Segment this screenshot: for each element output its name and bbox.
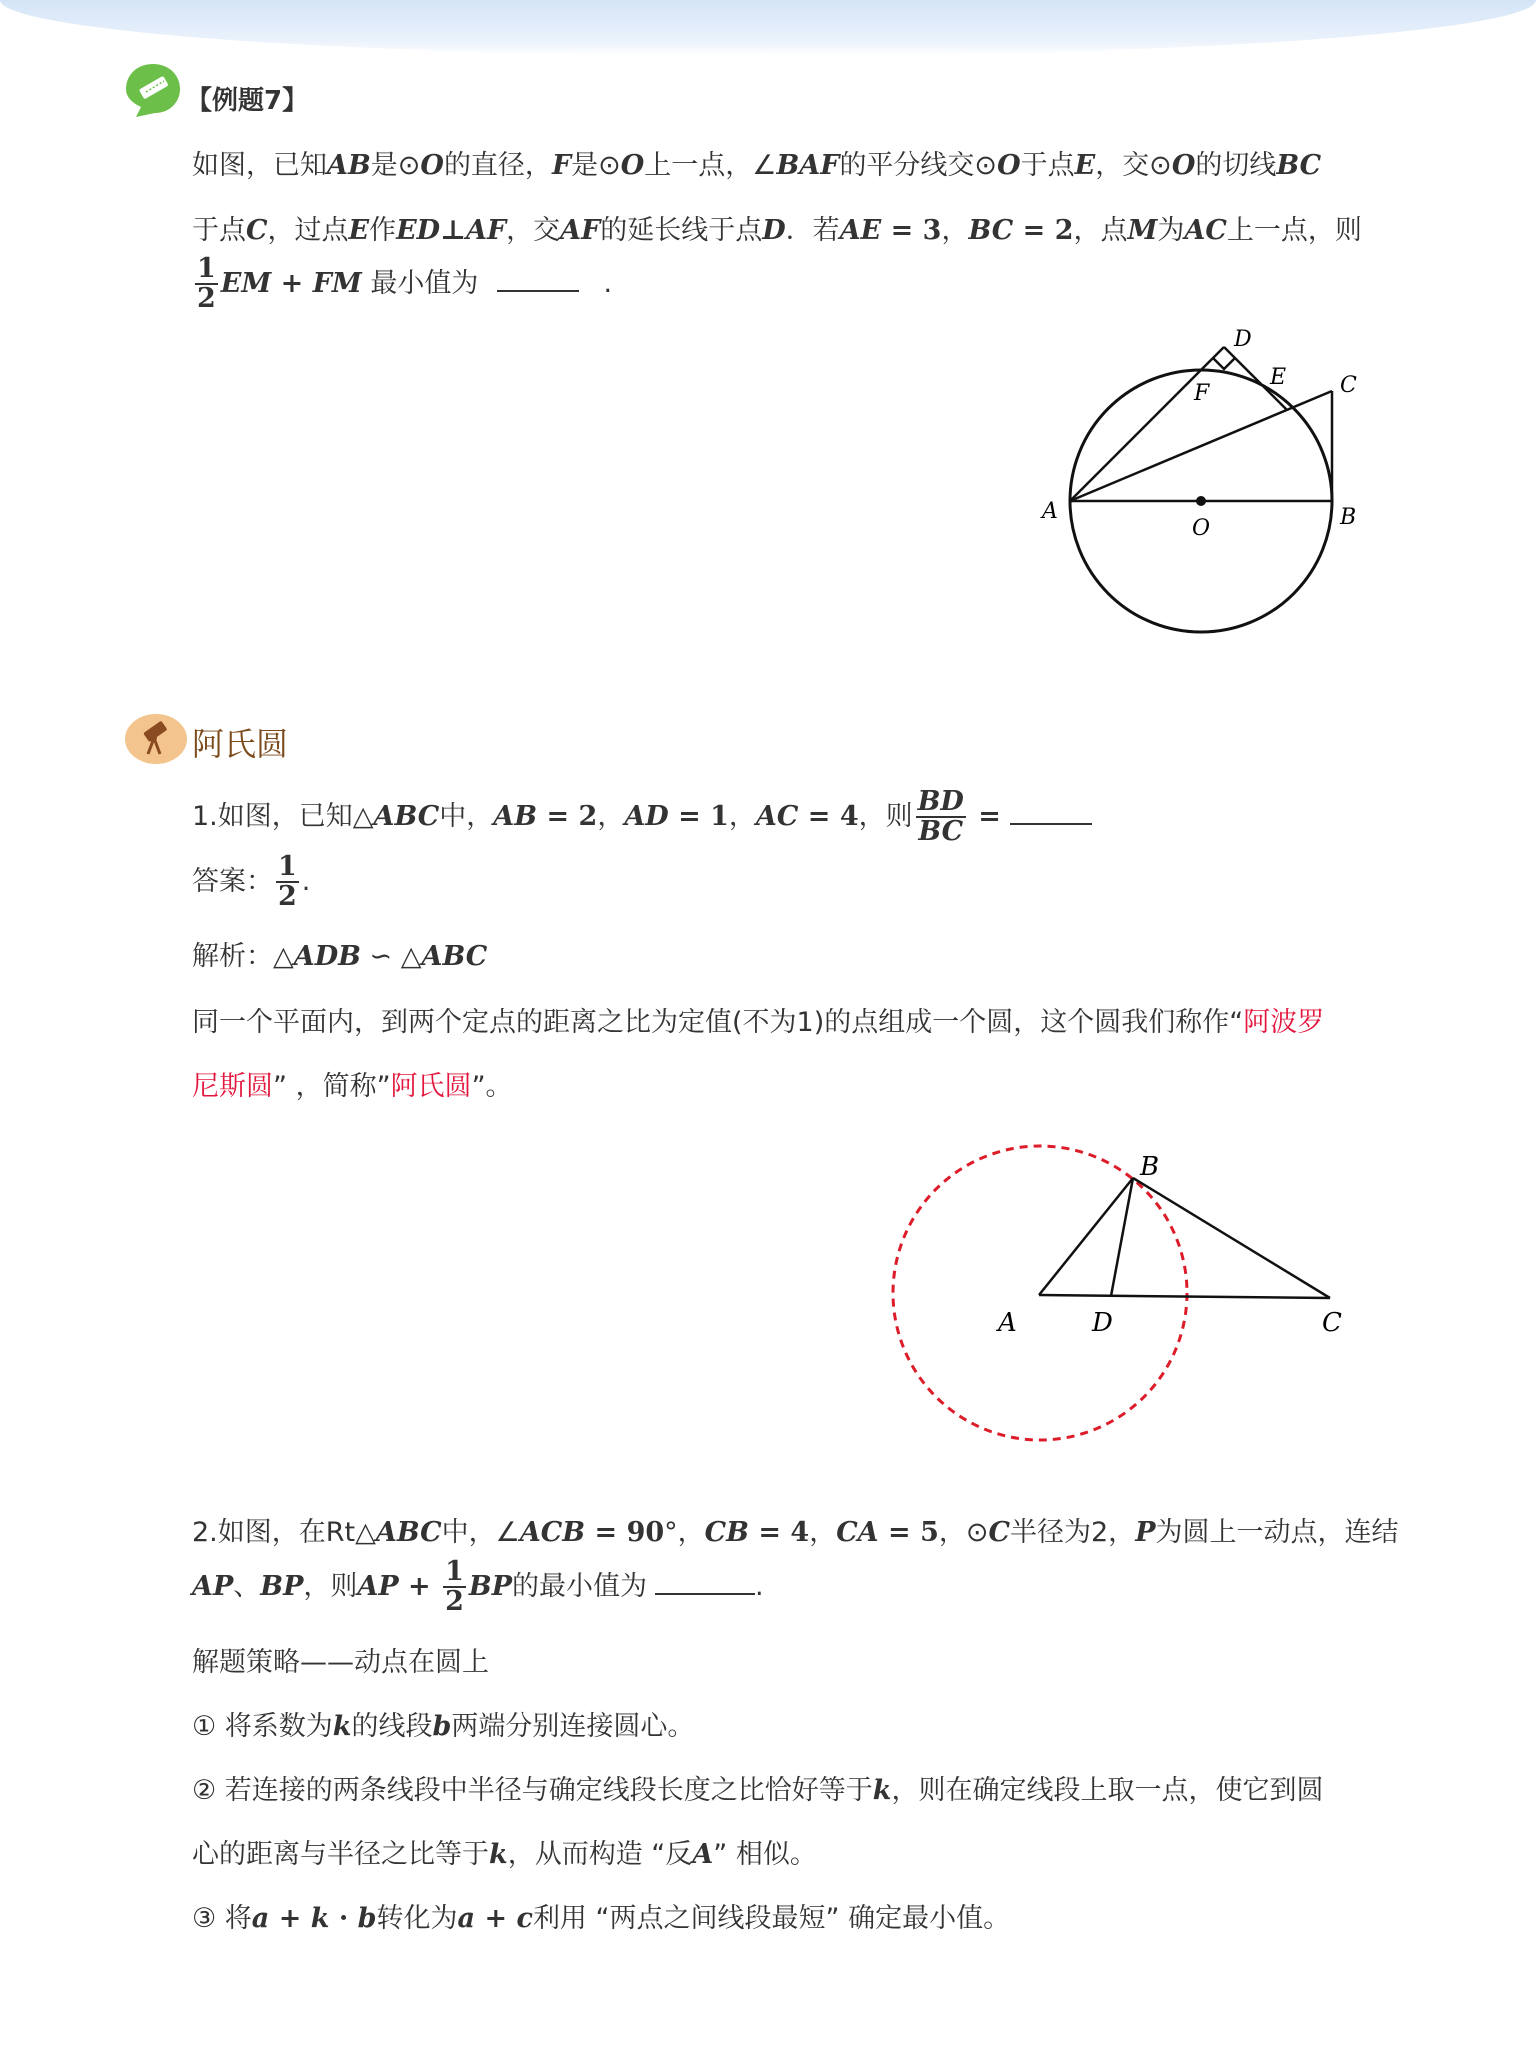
q1-answer: 答案： $\frac{1}{2}$ . xyxy=(192,851,311,913)
example-title: 【例题7】 xyxy=(186,86,309,116)
q2-step-3: ③ 将a + k · b转化为a + c利用 “两点之间线段最短” 确定最小值。 xyxy=(192,1903,1011,1934)
q2-step-2b: 心的距离与半径之比等于k，从而构造 “反A” 相似。 xyxy=(192,1839,817,1870)
label-b: B xyxy=(1340,505,1357,530)
example-line-1: 如图，已知AB是⊙O的直径，F是⊙O上一点，∠BAF的平分线交⊙O于点E，交⊙O的切线BC xyxy=(192,150,1322,181)
label-o: O xyxy=(1192,516,1211,541)
fraction-bd-bc: $\frac{BD}{BC}$ xyxy=(917,786,964,848)
q2-line-2: AP、BP，则AP + $\frac{1}{2}$ BP的最小值为 . xyxy=(192,1556,764,1618)
label-c: C xyxy=(1340,373,1357,398)
q1-analysis: 解析：△ADB ∽ △ABC xyxy=(192,941,488,972)
telescope-icon xyxy=(124,712,188,766)
label-f: F xyxy=(1194,381,1210,406)
top-banner xyxy=(0,0,1536,56)
q1-answer-blank[interactable] xyxy=(1010,823,1092,825)
label-c: C xyxy=(1322,1308,1342,1338)
q2-strategy: 解题策略——动点在圆上 xyxy=(192,1647,489,1678)
answer-blank[interactable] xyxy=(497,290,579,292)
section-title: 阿氏圆 xyxy=(192,725,289,763)
q2-fraction: $\frac{1}{2}$ xyxy=(445,1556,464,1618)
answer-fraction: $\frac{1}{2}$ xyxy=(278,851,297,913)
pencil-ruler-icon xyxy=(124,62,182,118)
label-d: D xyxy=(1092,1308,1113,1338)
q2-answer-blank[interactable] xyxy=(655,1593,755,1595)
q1-description-1: 同一个平面内，到两个定点的距离之比为定值(不为1)的点组成一个圆，这个圆我们称作“阿波罗 xyxy=(192,1007,1325,1038)
q1-question: 1.如图，已知△ABC中，AB = 2，AD = 1，AC = 4，则 $\frac{BD}{BC}$ = xyxy=(192,788,1392,847)
label-d: D xyxy=(1234,327,1252,352)
label-e: E xyxy=(1270,365,1287,390)
q2-line-1: 2.如图，在Rt△ABC中，∠ACB = 90°，CB = 4，CA = 5，⊙C半径为2，P为圆上一动点，连结 xyxy=(192,1517,1399,1548)
q2-step-2a: ② 若连接的两条线段中半径与确定线段长度之比恰好等于k，则在确定线段上取一点，使它到圆 xyxy=(192,1775,1324,1806)
example-line-2: 于点C，过点E作ED⊥AF，交AF的延长线于点D．若AE = 3，BC = 2，点M为AC上一点，则 xyxy=(192,215,1362,246)
label-b: B xyxy=(1140,1152,1160,1182)
fraction-one-half: $\frac{1}{2}$ xyxy=(197,253,216,315)
label-a: A xyxy=(998,1308,1017,1338)
q2-step-1: ① 将系数为k的线段b两端分别连接圆心。 xyxy=(192,1711,695,1742)
q1-description-2: 尼斯圆” ，简称”阿氏圆”。 xyxy=(192,1071,513,1102)
label-a: A xyxy=(1042,499,1058,524)
example7-figure xyxy=(1030,320,1370,650)
example-line-3: $\frac{1}{2}$ EM + FM 最小值为 . xyxy=(197,253,613,315)
apollonius-figure xyxy=(880,1135,1360,1455)
